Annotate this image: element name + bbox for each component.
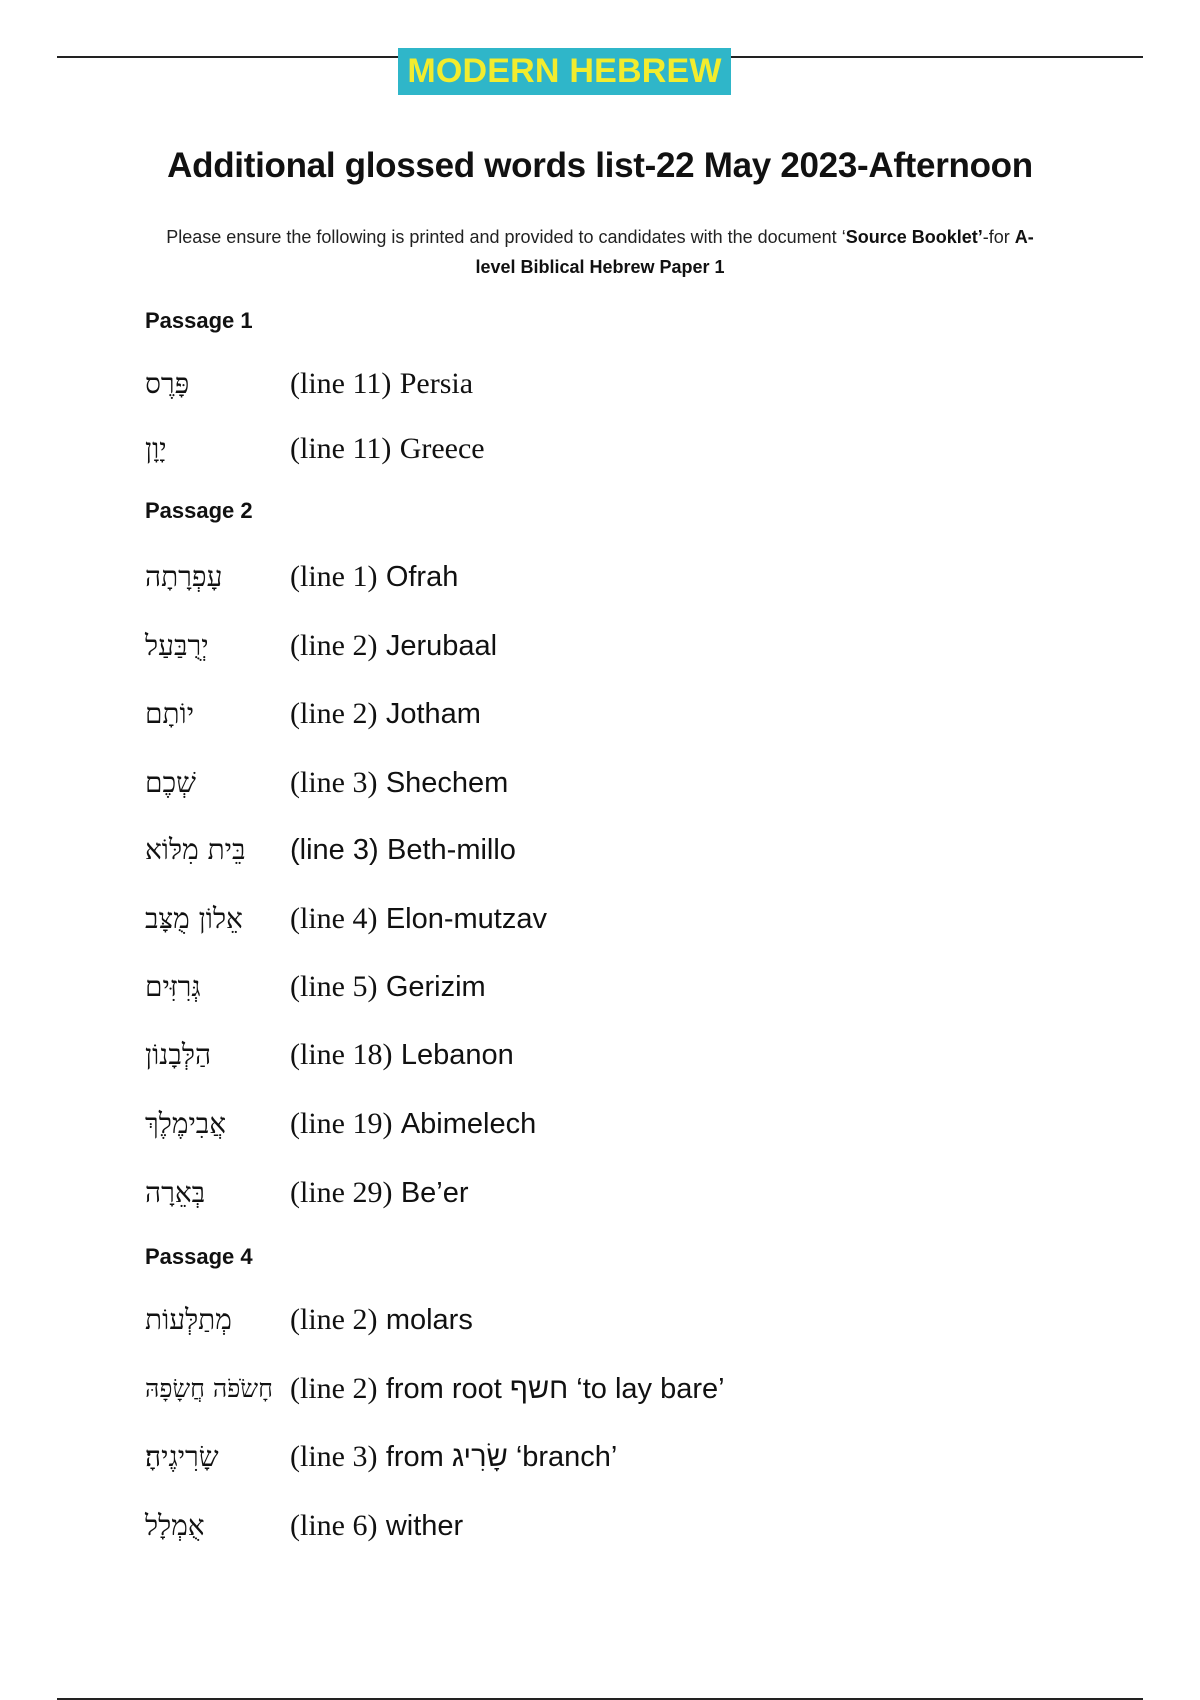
- gloss: [290, 1171, 469, 1215]
- hebrew-word: אֲבִימֶלֶךְ: [145, 1107, 227, 1140]
- gloss: [290, 965, 486, 1009]
- line-reference: (line 4): [290, 902, 378, 935]
- hebrew-word: יוֹתָם: [145, 697, 195, 730]
- hebrew-word: אֵלוֹן מֻצָּב: [145, 902, 243, 935]
- gloss: [290, 555, 458, 599]
- instructions: [160, 222, 1040, 282]
- hebrew-word: חָשֹׂפֹה חֲשָׂפָהּ: [145, 1374, 273, 1403]
- gloss-entry: [145, 897, 1045, 941]
- meaning: from שָׂרִיג ‘branch’: [385, 1441, 618, 1473]
- passage-heading: Passage 1: [145, 308, 253, 333]
- meaning: Be’er: [400, 1177, 469, 1209]
- meaning: Gerizim: [385, 971, 486, 1003]
- subject-banner: MODERN HEBREW: [398, 48, 731, 95]
- line-reference: (line 3): [290, 834, 379, 866]
- gloss: [290, 897, 547, 941]
- gloss-entry: [145, 761, 1045, 805]
- gloss: [290, 828, 516, 872]
- line-reference: (line 2): [290, 697, 378, 730]
- gloss: [290, 692, 481, 736]
- gloss-entry: [145, 624, 1045, 668]
- gloss-entry: [145, 1171, 1045, 1215]
- meaning: Elon-mutzav: [385, 903, 547, 935]
- gloss-entry: [145, 555, 1045, 599]
- meaning: from root חשף ‘to lay bare’: [385, 1373, 725, 1405]
- instructions-paper: A-level Biblical Hebrew Paper 1: [475, 227, 1034, 277]
- meaning: Lebanon: [400, 1039, 514, 1071]
- gloss: [290, 624, 497, 668]
- line-reference: (line 5): [290, 970, 378, 1003]
- hebrew-word: עָפְרָתָה: [145, 560, 223, 593]
- meaning: Jotham: [385, 698, 481, 730]
- gloss: [290, 427, 485, 471]
- gloss-entry: [145, 362, 1045, 406]
- hebrew-word: בֵּית מִלּוֹא: [145, 833, 246, 866]
- gloss: [290, 1298, 473, 1342]
- hebrew-word: מְתַלְּעוֹת: [145, 1303, 232, 1336]
- line-reference: (line 3): [290, 766, 378, 799]
- gloss-entry: [145, 1102, 1045, 1146]
- line-reference: (line 11): [290, 367, 392, 400]
- document-title: Additional glossed words list-22 May 2023-Afternoon: [167, 146, 1033, 185]
- gloss-entry: [145, 1504, 1045, 1548]
- gloss: [290, 1102, 536, 1146]
- hebrew-word: פָּרֶס: [145, 367, 190, 400]
- passage-heading: Passage 4: [145, 1244, 253, 1269]
- meaning: wither: [385, 1510, 464, 1542]
- passage-heading: Passage 2: [145, 498, 253, 523]
- line-reference: (line 18): [290, 1038, 393, 1071]
- line-reference: (line 3): [290, 1440, 378, 1473]
- hebrew-word: בְּאֵרָה: [145, 1176, 206, 1209]
- gloss: [290, 761, 508, 805]
- meaning: Beth-millo: [387, 834, 516, 866]
- gloss-entry: [145, 427, 1045, 471]
- gloss-entry: [145, 1367, 1045, 1411]
- gloss-entry: [145, 692, 1045, 736]
- hebrew-word: אֻמְלָל: [145, 1509, 205, 1542]
- line-reference: (line 2): [290, 1372, 378, 1405]
- line-reference: (line 6): [290, 1509, 378, 1542]
- meaning: Persia: [399, 367, 474, 400]
- meaning: Jerubaal: [385, 630, 498, 662]
- hebrew-word: הַלְּבָנוֹן: [145, 1038, 212, 1071]
- meaning: Shechem: [385, 767, 509, 799]
- hebrew-word: גְּרִזִּים: [145, 970, 201, 1003]
- meaning: Ofrah: [385, 561, 459, 593]
- line-reference: (line 2): [290, 1303, 378, 1336]
- hebrew-word: יְרֻבַּעַל: [145, 629, 209, 662]
- gloss-entry: [145, 1033, 1045, 1077]
- line-reference: (line 11): [290, 432, 392, 465]
- line-reference: (line 19): [290, 1107, 393, 1140]
- gloss-entry: [145, 828, 1045, 872]
- gloss: [290, 1367, 725, 1411]
- hebrew-word: שָׂרִיגֶיהָ׃: [145, 1440, 219, 1473]
- line-reference: (line 1): [290, 560, 378, 593]
- gloss-entry: [145, 1435, 1045, 1479]
- instructions-text: Please ensure the following is printed and provided to candidates with the document ‘: [166, 227, 846, 247]
- gloss-entry: [145, 965, 1045, 1009]
- gloss-entry: [145, 1298, 1045, 1342]
- instructions-for: -for: [982, 227, 1015, 247]
- gloss: [290, 362, 473, 406]
- hebrew-word: שְׁכֶם: [145, 766, 196, 799]
- line-reference: (line 2): [290, 629, 378, 662]
- instructions-source-booklet: Source Booklet’: [845, 227, 983, 247]
- meaning: Greece: [399, 432, 485, 465]
- hebrew-word: יָוָן: [145, 432, 167, 465]
- line-reference: (line 29): [290, 1176, 393, 1209]
- gloss: [290, 1504, 463, 1548]
- gloss: [290, 1435, 617, 1479]
- meaning: molars: [385, 1304, 473, 1336]
- meaning: Abimelech: [400, 1108, 537, 1140]
- gloss: [290, 1033, 514, 1077]
